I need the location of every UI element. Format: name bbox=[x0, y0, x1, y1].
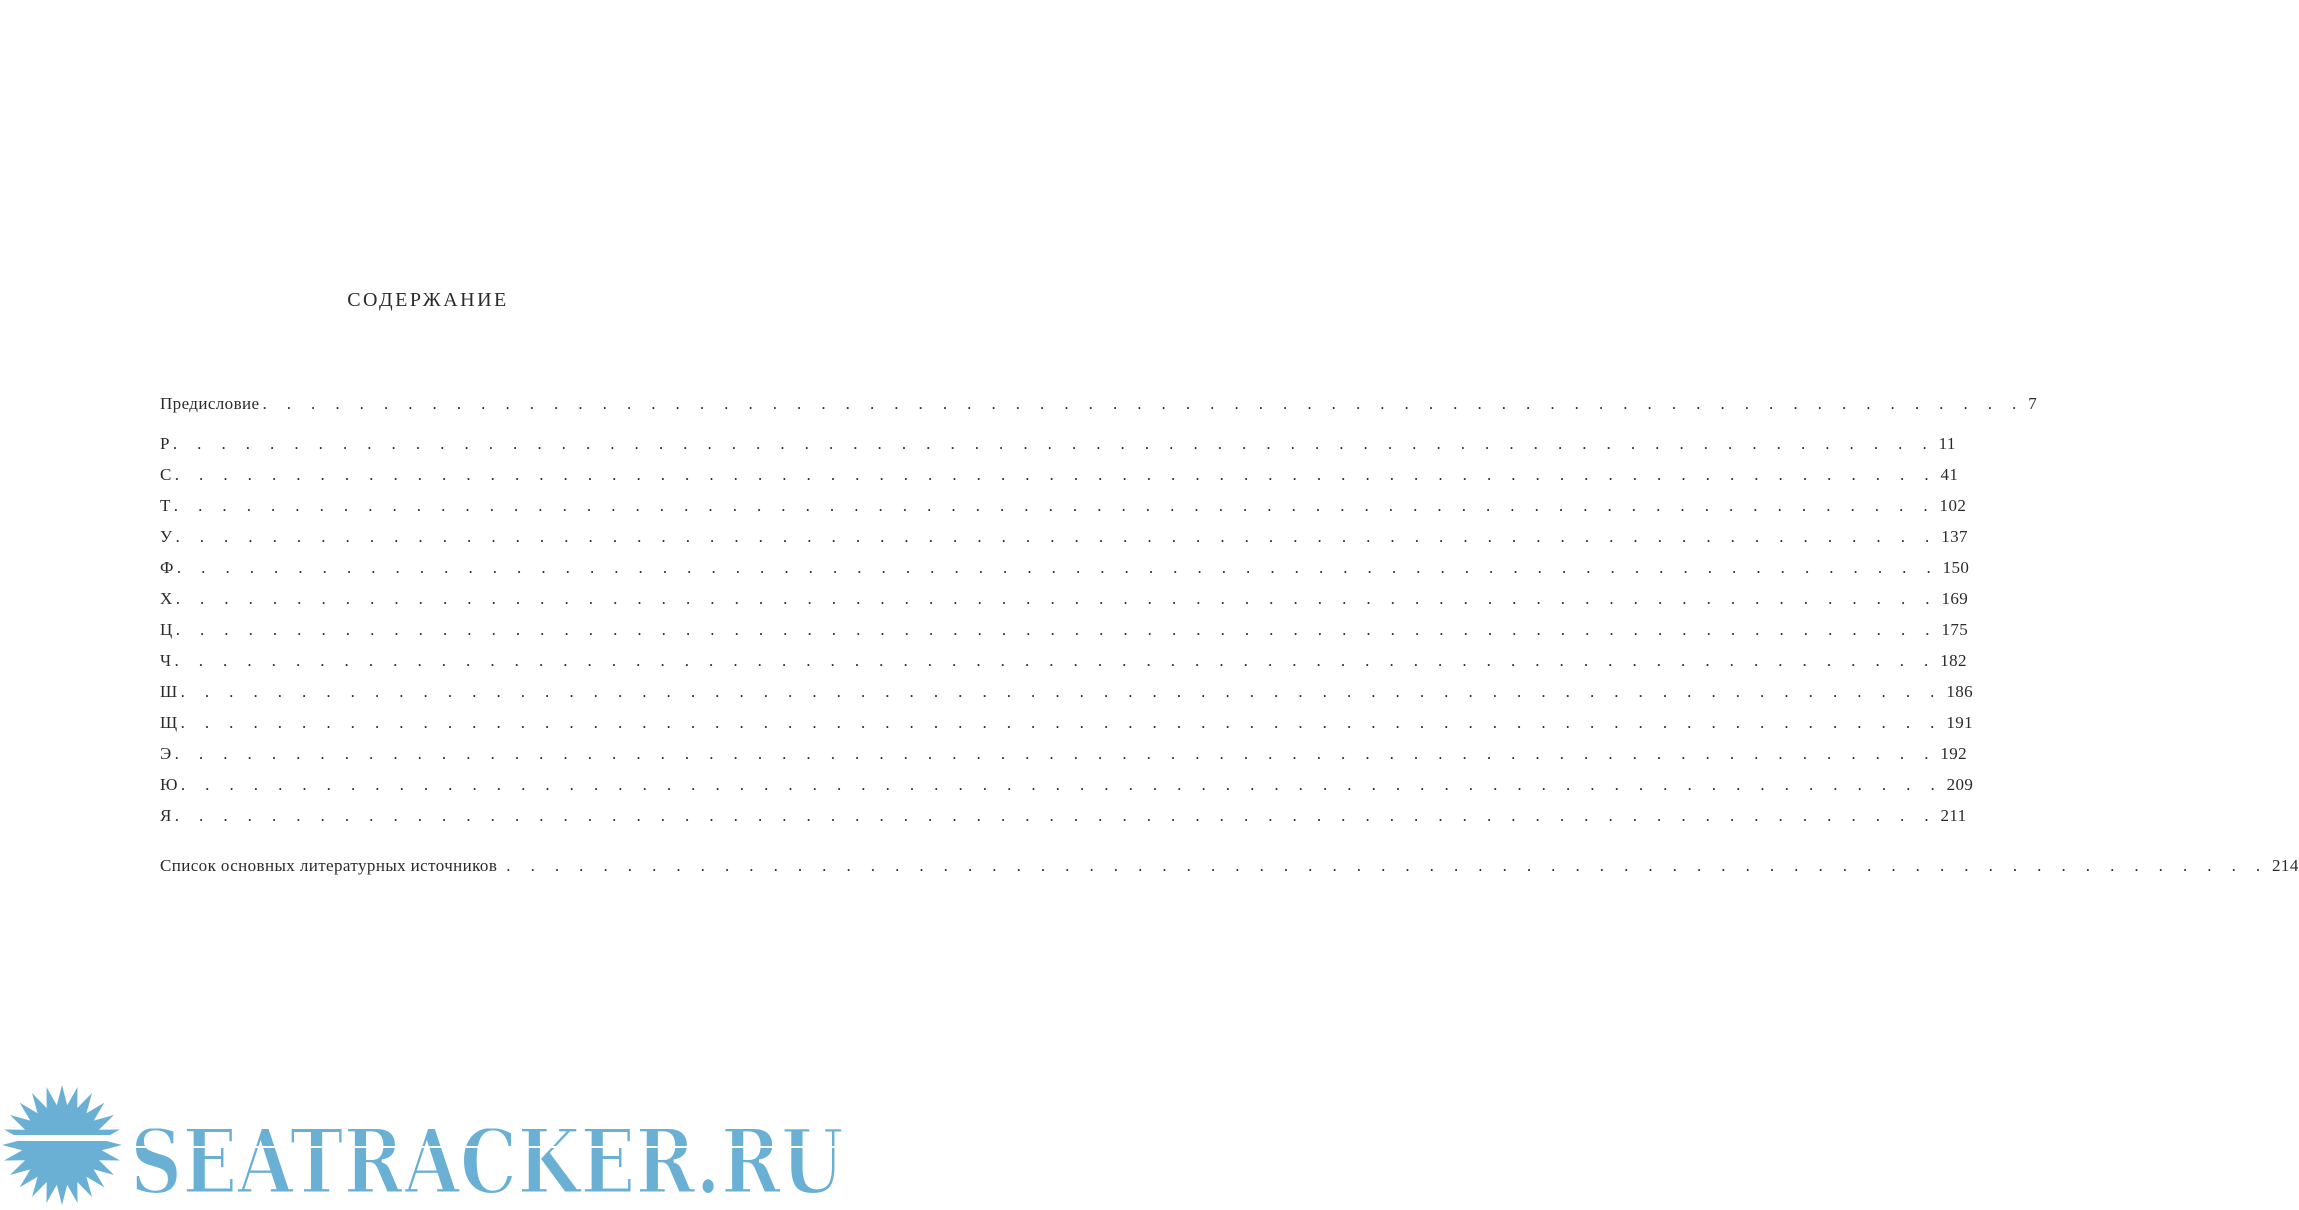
toc-entry-label: Ю bbox=[160, 775, 178, 794]
toc-dot-leader: . . . . . . . . . . . . . . . . . . . . . . . . . . . . . . . . . . . . . . . . . . . . . . . . . . . . . . . . . . . . . . . . . . . . . . . . . bbox=[180, 713, 1943, 732]
toc-entry-label: Ш bbox=[160, 682, 178, 701]
toc-page-number: 137 bbox=[1941, 527, 1968, 546]
toc-entry-label: Э bbox=[160, 744, 172, 763]
sun-icon bbox=[2, 1085, 122, 1205]
toc-dot-leader: . . . . . . . . . . . . . . . . . . . . . . . . . . . . . . . . . . . . . . . . . . . . . . . . . . . . . . . . . . . . . . . . . . . . . . . . . bbox=[506, 856, 2269, 875]
page-title: СОДЕРЖАНИЕ bbox=[347, 289, 509, 311]
toc-dot-leader: . . . . . . . . . . . . . . . . . . . . . . . . . . . . . . . . . . . . . . . . . . . . . . . . . . . . . . . . . . . . . . . . . . . . . . . . . bbox=[175, 620, 1938, 639]
toc-entry-label: Х bbox=[160, 589, 173, 608]
toc-page-number: 214 bbox=[2272, 856, 2299, 875]
toc-entry-e[interactable] bbox=[160, 744, 1968, 768]
toc-page-number: 191 bbox=[1946, 713, 1974, 732]
sun-horizon bbox=[14, 1135, 110, 1141]
toc-entry-label: Р bbox=[160, 434, 170, 453]
toc-dot-leader: . . . . . . . . . . . . . . . . . . . . . . . . . . . . . . . . . . . . . . . . . . . . . . . . . . . . . . . . . . . . . . . . . . . . . . . . . bbox=[172, 434, 1935, 453]
toc-entry-shch[interactable] bbox=[160, 713, 1974, 737]
toc-page-number: 175 bbox=[1941, 620, 1969, 639]
toc-entry-u[interactable] bbox=[160, 527, 1968, 551]
toc-page-number: 41 bbox=[1940, 465, 1959, 484]
toc-dot-leader: . . . . . . . . . . . . . . . . . . . . . . . . . . . . . . . . . . . . . . . . . . . . . . . . . . . . . . . . . . . . . . . . . . . . . . . . . bbox=[174, 465, 1937, 484]
toc-dot-leader: . . . . . . . . . . . . . . . . . . . . . . . . . . . . . . . . . . . . . . . . . . . . . . . . . . . . . . . . . . . . . . . . . . . . . . . . . bbox=[180, 682, 1943, 701]
toc-entry-label: Предисловие bbox=[160, 394, 260, 413]
toc-entry-label: Ц bbox=[160, 620, 173, 639]
toc-entry-sh[interactable] bbox=[160, 682, 1974, 706]
toc-dot-leader: . . . . . . . . . . . . . . . . . . . . . . . . . . . . . . . . . . . . . . . . . . . . . . . . . . . . . . . . . . . . . . . . . . . . . . . . . bbox=[173, 496, 1936, 515]
toc-entry-label: Щ bbox=[160, 713, 178, 732]
toc-entry-label: Т bbox=[160, 496, 171, 515]
toc-entry-yu[interactable] bbox=[160, 775, 1974, 799]
toc-dot-leader: . . . . . . . . . . . . . . . . . . . . . . . . . . . . . . . . . . . . . . . . . . . . . . . . . . . . . . . . . . . . . . . . . . . . . . . . . bbox=[175, 589, 1938, 608]
toc-page-number: 7 bbox=[2028, 394, 2038, 413]
toc-page-number: 211 bbox=[1940, 806, 1967, 825]
toc-dot-leader: . . . . . . . . . . . . . . . . . . . . . . . . . . . . . . . . . . . . . . . . . . . . . . . . . . . . . . . . . . . . . . . . . . . . . . . . . bbox=[174, 806, 1937, 825]
sun-disc bbox=[28, 1111, 96, 1179]
toc-entry-label: Ч bbox=[160, 651, 172, 670]
toc-dot-leader: . . . . . . . . . . . . . . . . . . . . . . . . . . . . . . . . . . . . . . . . . . . . . . . . . . . . . . . . . . . . . . . . . . . . . . . . . bbox=[176, 558, 1939, 577]
toc-entry-label: С bbox=[160, 465, 172, 484]
toc-dot-leader: . . . . . . . . . . . . . . . . . . . . . . . . . . . . . . . . . . . . . . . . . . . . . . . . . . . . . . . . . . . . . . . . . . . . . . . . . bbox=[174, 651, 1937, 670]
toc-dot-leader: . . . . . . . . . . . . . . . . . . . . . . . . . . . . . . . . . . . . . . . . . . . . . . . . . . . . . . . . . . . . . . . . . . . . . . . . . bbox=[262, 394, 2025, 413]
toc-dot-leader: . . . . . . . . . . . . . . . . . . . . . . . . . . . . . . . . . . . . . . . . . . . . . . . . . . . . . . . . . . . . . . . . . . . . . . . . . bbox=[174, 744, 1937, 763]
toc-entry-label: Ф bbox=[160, 558, 174, 577]
toc-page-number: 11 bbox=[1938, 434, 1956, 453]
toc-page-number: 169 bbox=[1941, 589, 1969, 608]
toc-entry-t[interactable] bbox=[160, 496, 1967, 520]
toc-entry-ya[interactable] bbox=[160, 806, 1967, 830]
toc-page-number: 186 bbox=[1946, 682, 1974, 701]
toc-dot-leader: . . . . . . . . . . . . . . . . . . . . . . . . . . . . . . . . . . . . . . . . . . . . . . . . . . . . . . . . . . . . . . . . . . . . . . . . . bbox=[175, 527, 1938, 546]
toc-entry-label: Список основных литературных источников bbox=[160, 856, 498, 875]
toc-entry-preface[interactable] bbox=[160, 394, 2038, 418]
toc-entry-r[interactable] bbox=[160, 434, 1956, 458]
toc-entry-kh[interactable] bbox=[160, 589, 1969, 613]
toc-page-number: 102 bbox=[1939, 496, 1967, 515]
toc-dot-leader: . . . . . . . . . . . . . . . . . . . . . . . . . . . . . . . . . . . . . . . . . . . . . . . . . . . . . . . . . . . . . . . . . . . . . . . . . bbox=[180, 775, 1943, 794]
toc-entry-ch[interactable] bbox=[160, 651, 1967, 675]
toc-page-number: 182 bbox=[1940, 651, 1967, 670]
toc-page-number: 150 bbox=[1942, 558, 1970, 577]
toc-entry-f[interactable] bbox=[160, 558, 1970, 582]
toc-entry-s[interactable] bbox=[160, 465, 1959, 489]
toc-entry-sources[interactable] bbox=[160, 856, 2299, 880]
watermark-logo bbox=[0, 1075, 856, 1210]
toc-page-number: 209 bbox=[1946, 775, 1974, 794]
toc-page-number: 192 bbox=[1940, 744, 1968, 763]
toc-entry-label: У bbox=[160, 527, 173, 546]
toc-entry-label: Я bbox=[160, 806, 172, 825]
toc-entry-ts[interactable] bbox=[160, 620, 1969, 644]
watermark-text: SEATRACKER.RU bbox=[130, 1109, 844, 1210]
